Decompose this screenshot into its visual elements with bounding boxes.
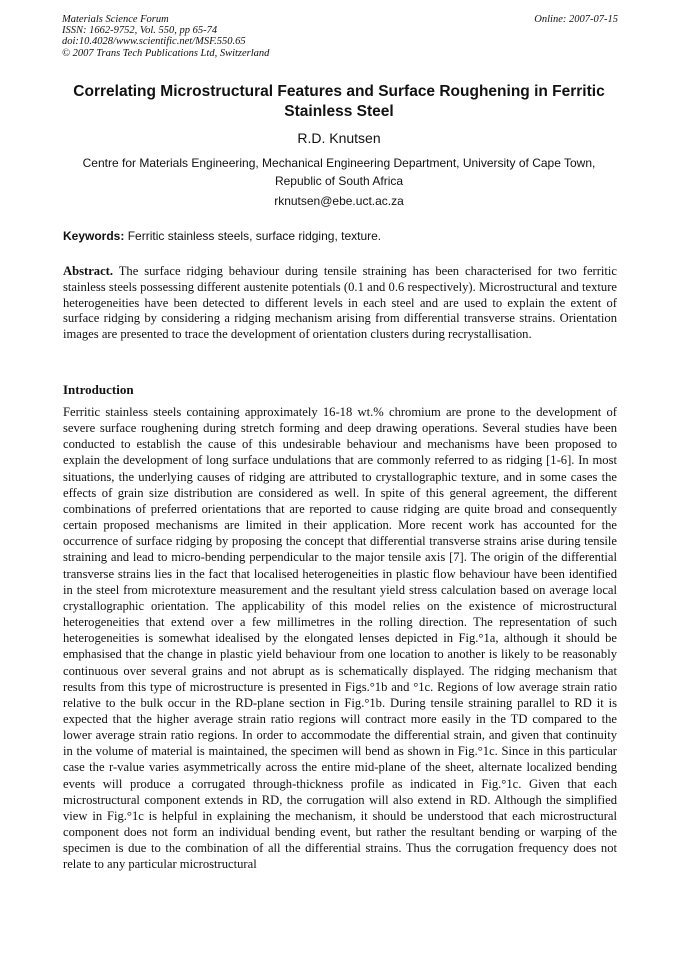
journal-name: Materials Science Forum	[62, 14, 169, 25]
keywords-label: Keywords:	[63, 229, 125, 243]
abstract-label: Abstract.	[63, 264, 114, 278]
author-name: R.D. Knutsen	[297, 130, 381, 146]
abstract-paragraph	[63, 264, 617, 343]
online-date: Online: 2007-07-15	[534, 14, 618, 25]
introduction-paragraph: Ferritic stainless steels containing approximately 16-18 wt.% chromium are prone to the development of severe surface roughening during stretch forming and deep drawing operations. Several studies have been conducted to establish the cause of this undesirable behaviour and mechanisms have been proposed to explain the development of long surface undulations that are commonly referred to as ridging [1-6]. In most situations, the underlying causes of ridging are attributed to crystallographic texture, and in some cases the effects of grain size distribution are considered as well. In spite of this general agreement, the different combinations of preferred orientations that are reported to cause ridging are quite broad and consequently certain proposed mechanisms are limited in their application. More recent work has accounted for the occurrence of surface ridging by proposing the concept that differential transverse strains arise during tensile straining and lead to micro-bending perpendicular to the major tensile axis [7]. The origin of the differential transverse strains lies in the fact that localised heterogeneities in plastic flow behaviour have been identified in the steel from microtexture measurement and the resultant yield stress calculation based on average local crystallographic orientation. The applicability of this model relies on the existence of microstructural heterogeneities that extend over a few millimetres in the rolling direction. The representation of such heterogeneities is somewhat idealised by the elongated lenses depicted in Fig.°1a, although it should be emphasised that the change in plastic yield behaviour from one location to another is likely to be reasonably continuous over several grains and not abrupt as is schematically displayed. The ridging mechanism that results from this type of microstructure is presented in Figs.°1b and °1c. Regions of low average strain ratio relative to the bulk occur in the RD-plane section in Fig.°1b. During tensile straining parallel to RD it is expected that the higher average strain ratio regions will contract more easily in the TD compared to the lower average strain ratio regions. In order to accommodate the differential strain, and given that continuity in the volume of material is maintained, the specimen will bend as shown in Fig.°1c. Since in this particular case the r-value varies asymmetrically across the entire mid-plane of the sheet, alternate localized bending events will produce a corrugated through-thickness profile as indicated in Fig.°1c. Given that each microstructural component extends in RD, the corrugation will also extend in RD. Although the simplified view in Fig.°1c is helpful in explaining the mechanism, it should be understood that each microstructural component does not form an individual bending event, but rather the resultant bending or warping of the specimen is due to the combination of all the differential strains. Thus the corrugation frequency does not relate to any particular microstructural	[63, 405, 617, 872]
introduction-heading: Introduction	[63, 382, 134, 397]
keywords-text: Ferritic stainless steels, surface ridging, texture.	[127, 229, 382, 243]
copyright-line: © 2007 Trans Tech Publications Ltd, Switzerland	[62, 47, 270, 59]
doi-line: doi:10.4028/www.scientific.net/MSF.550.65	[62, 36, 246, 48]
abstract-text: The surface ridging behaviour during tensile straining has been characterised for two ferritic stainless steels possessing different austenite potentials (0.1 and 0.6 respectively). Microstructural and texture heterogeneities have been detected to different levels in each steel and are used to explain the extent of surface ridging by considering a ridging mechanism arising from differential transverse strains. Orientation images are presented to trace the development of orientation clusters during recrystallisation.	[63, 264, 618, 342]
affiliation: Centre for Materials Engineering, Mechanical Engineering Department, University of Cape Town, Republic of South Africa	[82, 156, 596, 188]
author-email: rknutsen@ebe.uct.ac.za	[274, 194, 404, 208]
issn-line: ISSN: 1662-9752, Vol. 550, pp 65-74	[62, 25, 218, 37]
keywords-line	[63, 229, 617, 243]
journal-header	[62, 14, 618, 59]
paper-title: Correlating Microstructural Features and Surface Roughening in Ferritic Stainless Steel	[73, 83, 605, 120]
